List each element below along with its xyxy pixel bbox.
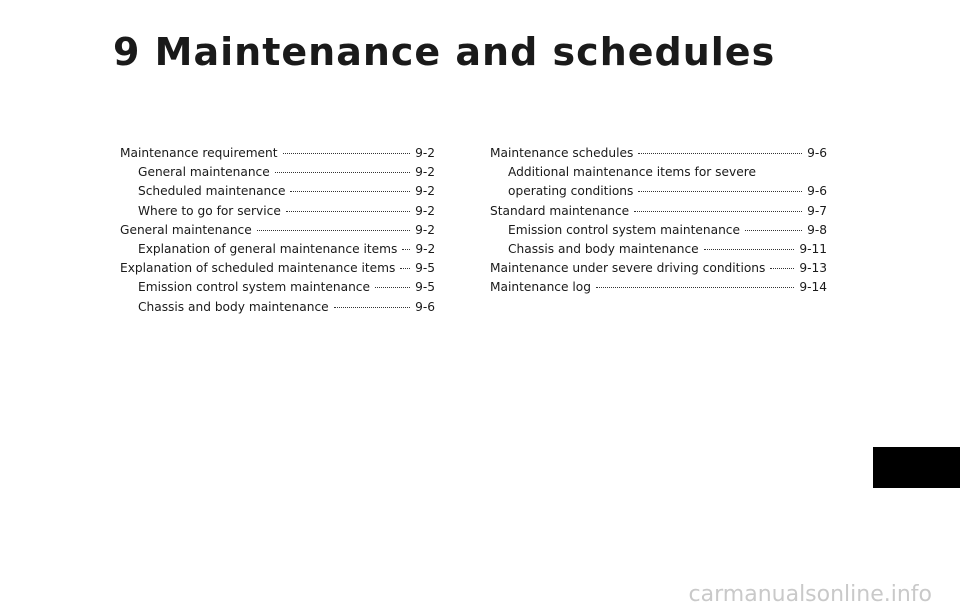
toc-entry-page: 9-14 (799, 280, 827, 295)
toc-entry-label: Maintenance schedules (490, 146, 634, 160)
chapter-tab-marker (873, 447, 960, 488)
toc-entry[interactable] (490, 144, 827, 163)
toc-entry[interactable] (120, 221, 435, 240)
toc-entry-page: 9-6 (807, 184, 827, 199)
toc-entry[interactable] (120, 182, 435, 201)
dot-leader (596, 287, 794, 288)
dot-leader (638, 153, 802, 154)
dot-leader (283, 153, 411, 154)
toc-right-column (490, 144, 827, 298)
toc-entry[interactable] (490, 221, 827, 240)
toc-entry-label: Maintenance log (490, 280, 591, 295)
toc-entry-label: General maintenance (138, 165, 270, 180)
toc-entry[interactable] (490, 182, 827, 201)
dot-leader (745, 230, 802, 231)
watermark: carmanualsonline.info (688, 582, 932, 607)
dot-leader (286, 211, 410, 212)
toc-entry[interactable] (490, 202, 827, 221)
dot-leader (638, 191, 802, 192)
toc-entry[interactable] (120, 240, 435, 259)
dot-leader (257, 230, 410, 231)
toc-entry-label: General maintenance (120, 222, 252, 237)
toc-entry-wrapped[interactable] (490, 163, 827, 182)
dot-leader (634, 211, 802, 212)
toc-entry-page: 9-8 (807, 222, 827, 237)
dot-leader (290, 191, 410, 192)
toc-entry[interactable] (490, 240, 827, 259)
dot-leader (334, 307, 410, 308)
toc-entry-page: 9-2 (415, 165, 435, 180)
toc-entry-label: Explanation of general maintenance items (138, 242, 398, 257)
dot-leader (704, 249, 795, 250)
dot-leader (375, 287, 410, 288)
toc-entry-label: Maintenance requirement (120, 146, 278, 160)
toc-entry-label: Emission control system maintenance (508, 222, 740, 237)
toc-entry-page: 9-5 (415, 280, 435, 295)
toc-entry-page: 9-6 (807, 146, 827, 160)
toc-entry-label: Additional maintenance items for severe (508, 165, 756, 180)
toc-entry-label: operating conditions (508, 184, 634, 199)
toc-entry-label: Chassis and body maintenance (508, 242, 699, 257)
dot-leader (402, 249, 410, 250)
toc-entry[interactable] (490, 259, 827, 278)
toc-entry-page: 9-2 (415, 184, 435, 199)
toc-entry-page: 9-7 (807, 203, 827, 218)
toc-entry[interactable] (120, 259, 435, 278)
toc-entry[interactable] (490, 278, 827, 297)
toc-entry-label: Explanation of scheduled maintenance items (120, 261, 396, 276)
toc-left-column (120, 144, 435, 317)
toc-entry-page: 9-6 (415, 299, 435, 314)
chapter-title: 9 Maintenance and schedules (113, 30, 776, 74)
toc-entry-page: 9-5 (415, 261, 435, 276)
toc-entry-label: Where to go for service (138, 203, 281, 218)
toc-entry-page: 9-13 (799, 261, 827, 276)
toc-entry[interactable] (120, 163, 435, 182)
toc-entry[interactable] (120, 144, 435, 163)
dot-leader (275, 172, 410, 173)
toc-entry-page: 9-2 (415, 203, 435, 218)
toc-entry[interactable] (120, 298, 435, 317)
toc-entry-label: Maintenance under severe driving conditions (490, 261, 766, 276)
toc-entry-page: 9-11 (799, 242, 827, 257)
toc-entry-label: Standard maintenance (490, 203, 630, 218)
toc-entry[interactable] (120, 202, 435, 221)
dot-leader (400, 268, 410, 269)
toc-entry-label: Scheduled maintenance (138, 184, 286, 199)
dot-leader (770, 268, 794, 269)
toc-entry-page: 9-2 (415, 222, 435, 237)
toc-entry-label: Chassis and body maintenance (138, 299, 329, 314)
toc-entry-page: 9-2 (415, 146, 435, 160)
toc-entry[interactable] (120, 278, 435, 297)
toc-entry-page: 9-2 (415, 242, 436, 257)
toc-entry-label: Emission control system maintenance (138, 280, 370, 295)
